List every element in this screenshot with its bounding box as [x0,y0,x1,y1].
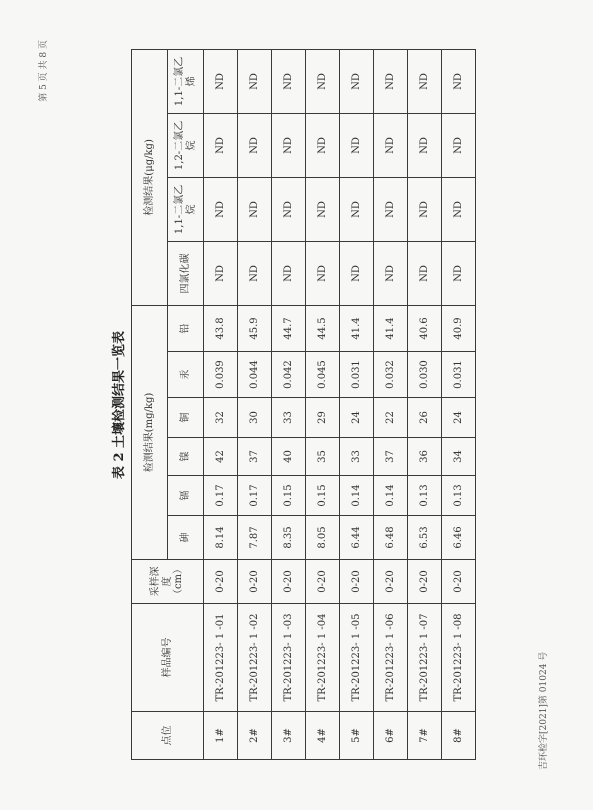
cell-lead: 44.5 [306,305,340,351]
cell-arsenic: 8.14 [204,516,238,560]
cell-copper: 22 [374,398,408,438]
cell-copper: 24 [442,398,476,438]
table-row [272,49,306,759]
cell-nickel: 33 [340,438,374,476]
cell-lead: 41.4 [340,305,374,351]
table-row [442,49,476,759]
table-row [340,49,374,759]
cell-sample: TR-201223- 1 -06 [374,604,408,712]
cell-12-dichloroethane: ND [340,113,374,177]
cell-point: 4# [306,712,340,760]
cell-12-dichloroethane: ND [442,113,476,177]
header-point: 点位 [132,712,204,760]
cell-cadmium: 0.15 [306,476,340,516]
cell-copper: 33 [272,398,306,438]
cell-carbon-tetrachloride: ND [442,241,476,305]
cell-lead: 43.8 [204,305,238,351]
header-cadmium: 镉 [168,476,204,516]
cell-depth: 0-20 [340,560,374,604]
cell-cadmium: 0.17 [204,476,238,516]
cell-cadmium: 0.13 [408,476,442,516]
cell-12-dichloroethane: ND [238,113,272,177]
soil-results-table [131,49,476,760]
cell-mercury: 0.045 [306,352,340,398]
cell-point: 6# [374,712,408,760]
cell-point: 1# [204,712,238,760]
table-row [204,49,238,759]
header-lead: 铅 [168,305,204,351]
table-title: 表 2 土壤检测结果一览表 [112,330,127,480]
cell-lead: 45.9 [238,305,272,351]
cell-sample: TR-201223- 1 -08 [442,604,476,712]
cell-12-dichloroethane: ND [408,113,442,177]
table-row [238,49,272,759]
cell-11-dichloroethylene: ND [442,49,476,113]
cell-11-dichloroethane: ND [204,177,238,241]
cell-nickel: 42 [204,438,238,476]
cell-depth: 0-20 [238,560,272,604]
cell-nickel: 37 [374,438,408,476]
cell-carbon-tetrachloride: ND [340,241,374,305]
cell-cadmium: 0.14 [374,476,408,516]
header-group-mg: 检测结果(mg/kg) [132,305,168,559]
header-copper: 铜 [168,398,204,438]
cell-depth: 0-20 [442,560,476,604]
cell-copper: 32 [204,398,238,438]
cell-arsenic: 6.44 [340,516,374,560]
header-depth: 采样深度（cm） [132,560,204,604]
header-mercury: 汞 [168,352,204,398]
cell-11-dichloroethylene: ND [374,49,408,113]
cell-arsenic: 8.35 [272,516,306,560]
table-body [204,49,476,759]
header-sample: 样品编号 [132,604,204,712]
cell-cadmium: 0.15 [272,476,306,516]
cell-cadmium: 0.17 [238,476,272,516]
cell-arsenic: 6.53 [408,516,442,560]
cell-11-dichloroethylene: ND [272,49,306,113]
cell-sample: TR-201223- 1 -07 [408,604,442,712]
cell-point: 5# [340,712,374,760]
cell-lead: 41.4 [374,305,408,351]
table-row [374,49,408,759]
cell-copper: 24 [340,398,374,438]
header-carbon-tetrachloride: 四氯化碳 [168,241,204,305]
cell-point: 2# [238,712,272,760]
cell-lead: 40.9 [442,305,476,351]
cell-mercury: 0.039 [204,352,238,398]
cell-11-dichloroethane: ND [306,177,340,241]
cell-carbon-tetrachloride: ND [306,241,340,305]
cell-sample: TR-201223- 1 -05 [340,604,374,712]
cell-sample: TR-201223- 1 -04 [306,604,340,712]
header-arsenic: 砷 [168,516,204,560]
cell-nickel: 37 [238,438,272,476]
header-12-dichloroethane: 1,2-二氯乙烷 [168,113,204,177]
cell-point: 3# [272,712,306,760]
cell-lead: 40.6 [408,305,442,351]
cell-point: 7# [408,712,442,760]
cell-11-dichloroethylene: ND [204,49,238,113]
cell-11-dichloroethane: ND [442,177,476,241]
cell-cadmium: 0.13 [442,476,476,516]
cell-nickel: 36 [408,438,442,476]
cell-depth: 0-20 [204,560,238,604]
cell-depth: 0-20 [272,560,306,604]
cell-arsenic: 8.05 [306,516,340,560]
cell-carbon-tetrachloride: ND [374,241,408,305]
page-number: 第 5 页 共 8 页 [39,40,49,102]
cell-arsenic: 6.48 [374,516,408,560]
cell-mercury: 0.032 [374,352,408,398]
cell-mercury: 0.031 [442,352,476,398]
cell-arsenic: 6.46 [442,516,476,560]
cell-11-dichloroethane: ND [340,177,374,241]
cell-11-dichloroethylene: ND [306,49,340,113]
cell-nickel: 35 [306,438,340,476]
cell-depth: 0-20 [374,560,408,604]
header-11-dichloroethylene: 1,1-二氯乙烯 [168,49,204,113]
cell-11-dichloroethane: ND [374,177,408,241]
cell-carbon-tetrachloride: ND [204,241,238,305]
cell-mercury: 0.031 [340,352,374,398]
cell-depth: 0-20 [306,560,340,604]
cell-sample: TR-201223- 1 -02 [238,604,272,712]
cell-12-dichloroethane: ND [204,113,238,177]
table-row [408,49,442,759]
cell-12-dichloroethane: ND [374,113,408,177]
header-nickel: 镍 [168,438,204,476]
report-reference: 吉环检字[2021]第 01024 号 [539,651,549,770]
cell-sample: TR-201223- 1 -03 [272,604,306,712]
cell-mercury: 0.030 [408,352,442,398]
table-row [306,49,340,759]
cell-copper: 29 [306,398,340,438]
cell-depth: 0-20 [408,560,442,604]
cell-12-dichloroethane: ND [306,113,340,177]
cell-cadmium: 0.14 [340,476,374,516]
cell-mercury: 0.044 [238,352,272,398]
cell-mercury: 0.042 [272,352,306,398]
cell-11-dichloroethane: ND [272,177,306,241]
cell-lead: 44.7 [272,305,306,351]
cell-copper: 26 [408,398,442,438]
cell-11-dichloroethane: ND [408,177,442,241]
cell-11-dichloroethylene: ND [238,49,272,113]
cell-arsenic: 7.87 [238,516,272,560]
cell-nickel: 34 [442,438,476,476]
header-row-groups [132,49,168,759]
header-11-dichloroethane: 1,1-二氯乙烷 [168,177,204,241]
cell-11-dichloroethane: ND [238,177,272,241]
rotated-content [36,40,556,770]
cell-carbon-tetrachloride: ND [272,241,306,305]
cell-nickel: 40 [272,438,306,476]
header-group-ug: 检测结果(μg/kg) [132,49,168,305]
cell-sample: TR-201223- 1 -01 [204,604,238,712]
cell-11-dichloroethylene: ND [408,49,442,113]
cell-11-dichloroethylene: ND [340,49,374,113]
cell-point: 8# [442,712,476,760]
cell-carbon-tetrachloride: ND [408,241,442,305]
cell-carbon-tetrachloride: ND [238,241,272,305]
cell-12-dichloroethane: ND [272,113,306,177]
cell-copper: 30 [238,398,272,438]
